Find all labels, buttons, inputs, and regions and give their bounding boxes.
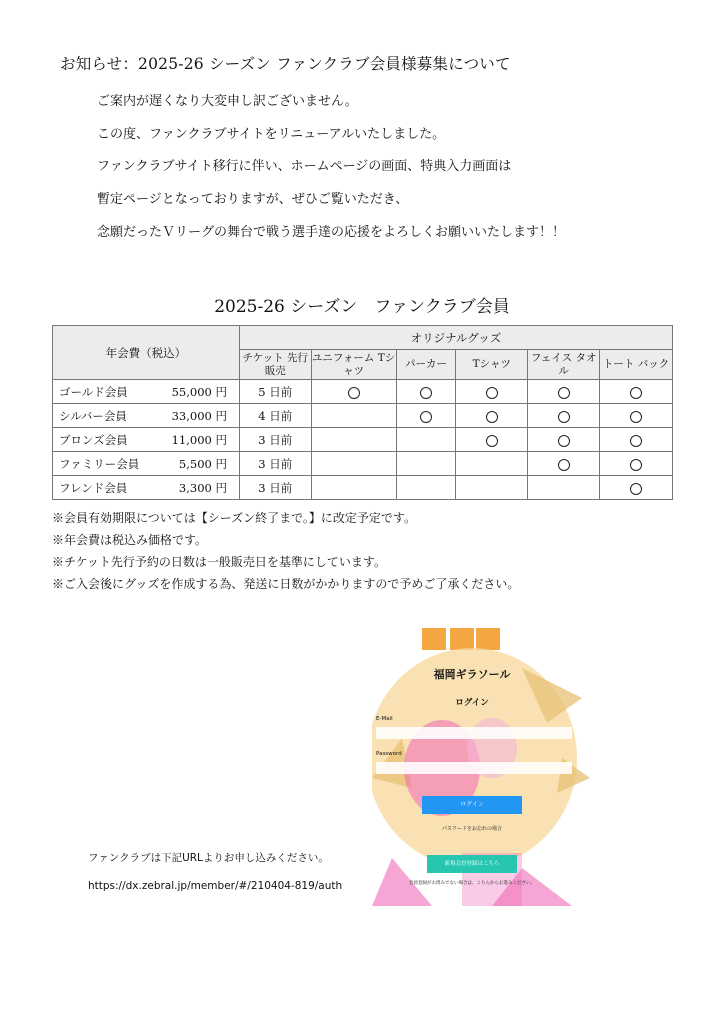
circle-mark-icon (558, 387, 570, 399)
table-row (53, 380, 673, 404)
goods-cell (600, 428, 673, 452)
table-row (53, 428, 673, 452)
member-price: 11,000 円 (171, 432, 227, 447)
promo-url[interactable]: https://dx.zebral.jp/member/#/210404-819/auth (88, 880, 343, 892)
goods-cell (528, 452, 600, 476)
goods-cell (528, 428, 600, 452)
note: ※チケット先行予約の日数は一般販売日を基準にしています。 (52, 555, 386, 569)
member-name-cell (53, 428, 240, 452)
member-price: 33,000 円 (171, 408, 227, 423)
goods-column: トート バック (600, 350, 673, 380)
notice-line: ご案内が遅くなり大変申し訳ございません。 (97, 94, 358, 109)
notice-line: 念願だったＶリーグの舞台で戦う選手達の応援をよろしくお願いいたします！！ (97, 225, 566, 240)
membership-table (52, 325, 673, 500)
member-price: 55,000 円 (171, 384, 227, 399)
table-row (53, 452, 673, 476)
email-field[interactable] (376, 727, 572, 739)
circle-mark-icon (486, 435, 498, 447)
goods-column: パーカー (396, 350, 456, 380)
circle-mark-icon (558, 435, 570, 447)
goods-cell (456, 452, 528, 476)
register-button[interactable]: 新規会員登録はこちら (427, 855, 517, 873)
ticket-header: チケット 先行販売 (239, 350, 311, 380)
goods-cell (396, 428, 456, 452)
member-price: 3,300 円 (178, 480, 227, 495)
fee-header: 年会費（税込） (53, 326, 240, 380)
goods-header: オリジナルグッズ (239, 326, 672, 350)
ticket-cell: 3 日前 (239, 476, 311, 500)
notice-line: この度、ファンクラブサイトをリニューアルいたしました。 (97, 127, 446, 142)
goods-cell (396, 404, 456, 428)
register-note: 会員登録がお済みでない場合は、こちらからお進みください。 (409, 881, 535, 886)
circle-mark-icon (558, 459, 570, 471)
goods-cell (396, 452, 456, 476)
member-name-cell (53, 452, 240, 476)
circle-mark-icon (486, 387, 498, 399)
member-name-cell (53, 476, 240, 500)
goods-cell (311, 428, 396, 452)
note: ※ご入会後にグッズを作成する為、発送に日数がかかりますので予めご了承ください。 (52, 577, 520, 591)
ticket-cell: 4 日前 (239, 404, 311, 428)
goods-cell (600, 452, 673, 476)
member-name: ゴールド会員 (59, 384, 128, 399)
table-row (53, 476, 673, 500)
goods-column: ユニフォーム Tシャツ (311, 350, 396, 380)
ticket-cell: 5 日前 (239, 380, 311, 404)
login-heading: ログイン (455, 698, 489, 708)
goods-cell (456, 428, 528, 452)
ticket-cell: 3 日前 (239, 428, 311, 452)
goods-cell (456, 404, 528, 428)
circle-mark-icon (630, 483, 642, 495)
goods-cell (311, 404, 396, 428)
table-title: 2025-26 シーズン ファンクラブ会員 (214, 297, 510, 317)
circle-mark-icon (420, 387, 432, 399)
forgot-password-link[interactable]: パスワードをお忘れの場合 (441, 826, 502, 832)
login-screenshot (372, 628, 590, 906)
password-label: Password (376, 751, 402, 757)
goods-cell (311, 380, 396, 404)
circle-mark-icon (420, 411, 432, 423)
goods-cell (396, 380, 456, 404)
member-price: 5,500 円 (178, 456, 227, 471)
goods-cell (456, 380, 528, 404)
goods-cell (600, 404, 673, 428)
login-button[interactable]: ログイン (422, 796, 522, 814)
goods-cell (311, 452, 396, 476)
table-row (53, 404, 673, 428)
circle-mark-icon (348, 387, 360, 399)
goods-cell (528, 476, 600, 500)
member-name: ファミリー会員 (59, 456, 140, 471)
goods-cell (528, 404, 600, 428)
goods-column: Tシャツ (456, 350, 528, 380)
note: ※会員有効期限については【シーズン終了まで。】に改定予定です。 (52, 511, 416, 525)
notice-line: 暫定ページとなっておりますが、ぜひご覧いただき、 (97, 192, 409, 207)
circle-mark-icon (558, 411, 570, 423)
member-name: フレンド会員 (59, 480, 128, 495)
password-field[interactable] (376, 762, 572, 774)
goods-cell (311, 476, 396, 500)
circle-mark-icon (630, 435, 642, 447)
goods-cell (528, 380, 600, 404)
notice-title: お知らせ：2025-26 シーズン ファンクラブ会員様募集について (60, 55, 511, 73)
note: ※年会費は税込み価格です。 (52, 533, 208, 547)
goods-cell (456, 476, 528, 500)
brand-title: 福岡ギラソール (433, 668, 511, 681)
member-name: シルバー会員 (59, 408, 127, 423)
goods-cell (600, 380, 673, 404)
member-name-cell (53, 404, 240, 428)
notice-line: ファンクラブサイト移行に伴い、ホームページの画面、特典入力画面は (97, 159, 512, 174)
goods-column: フェイス タオル (528, 350, 600, 380)
member-name-cell (53, 380, 240, 404)
promo-text: ファンクラブは下記URLよりお申し込みください。 (88, 852, 329, 864)
circle-mark-icon (630, 411, 642, 423)
circle-mark-icon (486, 411, 498, 423)
circle-mark-icon (630, 459, 642, 471)
goods-cell (600, 476, 673, 500)
goods-cell (396, 476, 456, 500)
circle-mark-icon (630, 387, 642, 399)
member-name: ブロンズ会員 (59, 432, 128, 447)
email-label: E-Mail (376, 716, 393, 722)
ticket-cell: 3 日前 (239, 452, 311, 476)
